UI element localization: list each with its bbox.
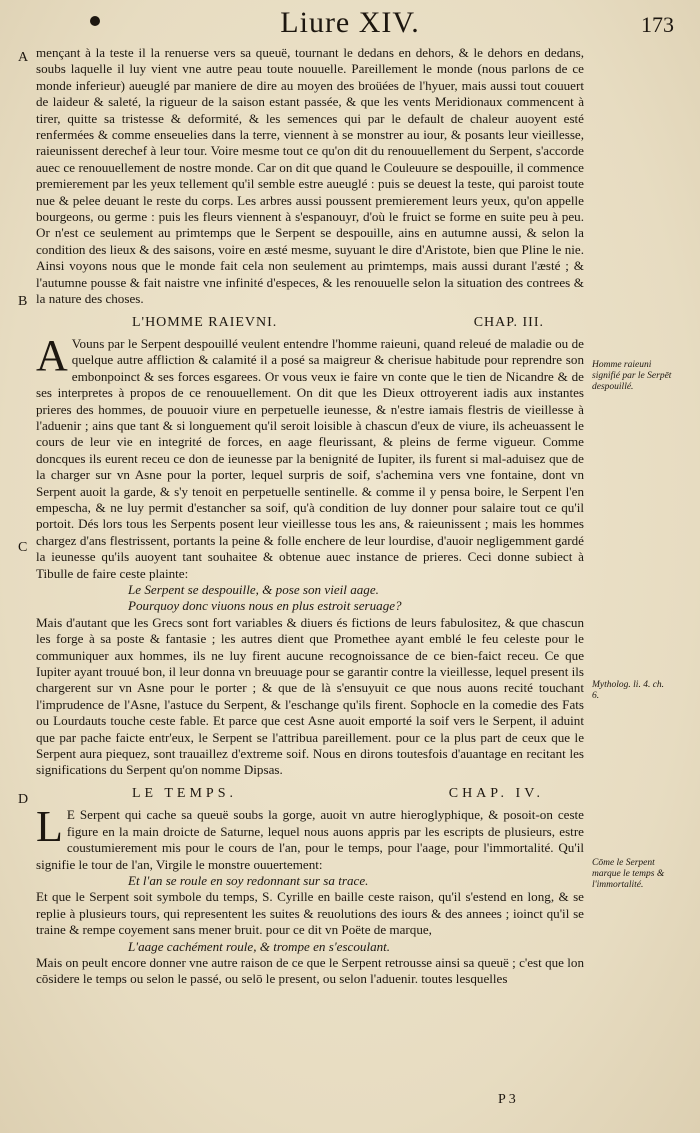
running-title: Liure XIV. xyxy=(280,6,420,39)
page-header xyxy=(0,4,700,44)
signature-mark: P 3 xyxy=(498,1092,516,1107)
side-note-homme-raieuni: Homme raieuni signifié par le Serpēt despouillé. xyxy=(592,360,672,392)
paragraph: Mais on peult encore donner vne autre raison de ce que le Serpent retrousse ainsi sa queuë ; c'est que lon cōsidere le temps ou selon le passé, ou selō le present, ou selon l'aduenir. toutes lesquelles xyxy=(36,954,584,987)
chapter-title: L'HOMME RAIEVNI. xyxy=(132,314,278,330)
page-number: 173 xyxy=(641,12,674,37)
section-letter-d: D xyxy=(18,792,29,807)
side-note-mytholog: Mytholog. li. 4. ch. 6. xyxy=(592,680,665,701)
chapter-number: CHAP. IV. xyxy=(448,785,544,801)
paragraph: mençant à la teste il la renuerse vers sa queuë, tournant le dedans en dehors, & le dehors en dedans, soubs laquelle il luy vient vne autre peau toute nouuelle. Pareillement le monde (nous parlons de ce monde inferieur) aueuglé par maniere de dire au moyen des broüées de l'hyuer, mais aussi tout couuert de laideur & saleté, la rigueur de la saison estant passée, & que les vents Meridionaux commencent à tirer, quitte sa tristesse & deformité, & les semences qui par le default de chaleur auoyent esté renfermées & comme enseuelies dans la terre, viennent à se monstrer au iour, & posants leur vieillesse, raieunissent derechef à leur tour. Voire mesme tout ce qu'on dit du renouuellement du Serpent, s'accorde auec ce renouuellement de nostre monde. Car on dit que quand le Couleuure se despouille, il commence premierement par les yeux tellement qu'il semble estre aueuglé : puis se deuest la teste, qui paroist toute nue & pelee deuant le reste du corps. Les arbres aussi poussent premierement leurs yeux, qu'on appelle bourgeons, ou germe : puis les fleurs viennent à s'espanouyr, d'où le fruict se forme en suite peu à peu. Or n'est ce seulement au primtemps que le Serpent se despouille, ains en autumne aussi, & selon la condition des lieux & des saisons, voire en æsté mesme, suyuant le dire d'Aristote, bien que Pline le nie. Ainsi voyons nous que le monde fait cela non seulement au primtemps, mais aussi durant l'æsté ; & l'autumne pousse & fait naistre vne infinité d'especes, & les renouuelle selon la situation des contrees & la nature des choses. xyxy=(36,45,584,307)
paragraph: Et que le Serpent soit symbole du temps, S. Cyrille en baille ceste raison, qu'il s'estend en long, & se replie à plusieurs tours, qui representent les suites & reuolutions des iours & des annees ; ioinct qu'il se traine & rempe coyement sans mener bruit. pour ce dit vn Poëte de marque, xyxy=(36,889,584,938)
side-note-temps: Cōme le Serpent marque le temps & l'immortalité. xyxy=(592,858,665,890)
section-letter-b: B xyxy=(18,294,28,309)
main-text xyxy=(36,45,584,988)
chapter-title: LE TEMPS. xyxy=(132,785,237,801)
paragraph: AVouns par le Serpent despouillé veulent entendre l'homme raieuni, quand releué de maladie ou de quelque autre affliction & calamité il a posé sa maigreur & cherisue habitude pour reprendre son embonpoinct & ses forces esgarees. Or vous veux ie faire vn conte que le tien de Nicandre & de ses interpretes à propos de ce renouuellement. On dit que les Dieux ottroyerent iadis aux instantes prieres des hommes, de pouuoir viure en perpetuelle ieunesse, & n'estre iamais flestris de vieillesse à l'aduenir ; ains que tant & si longuement qu'il seroit loisible à chascun d'eux de viure, ils acheuassent le cours de leur vie en integrité de forces, en aage fleurissant, & pleins de ferme vigueur. Comme doncques ils eurent receu ce don de ieunesse par la benignité de Iupiter, ils furent si mal-aduisez que de la charger sur vn Asne pour la porter, lequel surpris de soif, s'achemina vers vne fontaine, dont vn Serpent auoit la garde, & s'y tenoit en perpetuelle sentinelle. & comme il y pensa boire, le Serpent l'en empescha, & ne luy permit d'estancher sa soif, qu'à condition de luy donner pour salaire tout ce qu'il portoit. Dés lors tous les Serpents posent leur vieillesse tous les ans, & raieunissent ; mais les hommes chargez d'ans flestrissent, portants la peine & folle enchere de leur lourdise, d'auoir negligemment gardé la ieunesse qu'ils auoyent tant souhaitee & obtenue auec instance de prieres. Ceci donne subiect à Tibulle de faire ceste plainte: xyxy=(36,330,584,581)
verse-line: Le Serpent se despouille, & pose son vieil aage. xyxy=(128,582,379,597)
chapter-number: CHAP. III. xyxy=(473,314,544,330)
chapter-heading-4 xyxy=(36,786,584,802)
paragraph: Mais d'autant que les Grecs sont fort variables & diuers és fictions de leurs fabulositez, & que chascun les forge à sa poste & fantasie ; les autres dient que Promethee ayant emblé le feu celeste pour le communiquer aux hommes, ils ne luy firent aucune recognoissance de ce bien-faict receu. Ce que Iupiter ayant trouué bon, il leur donna vn breuuage pour se garantir contre la vieillesse, lequel present ils chargerent sur vn Asne pour le porter ; & que de là s'ensuyuit ce que nous auons recité touchant l'imprudence de l'Asne, l'astuce du Serpent, & l'eschange qu'ils firent. Sophocle en la comedie des Fats ou Lourdauts touche ceste fable. Et parce que cest Asne auoit emporté la soif vers le Serpent, il aduint que par pache faicte entr'eux, le Serpent se l'attribua pareillement. pour ce la plus part de ceux que le Serpent aura piequez, sont trauaillez d'extreme soif. Nous en dirons toutesfois d'auantage en recitant les significations du Serpent qu'on nomme Dipsas. xyxy=(36,614,584,778)
chapter-heading-3 xyxy=(36,315,584,331)
paragraph: LE Serpent qui cache sa queuë soubs la gorge, auoit vn autre hieroglyphique, & posoit-on ceste figure en la main droicte de Saturne, lequel nous auons appris par les escripts de plusieurs, estre coustumierement mis pour le cours de l'an, pour le temps, pour l'aage, pour l'immortalité. Qu'il signifie le tour de l'an, Virgile le monstre ouuertement: xyxy=(36,802,584,872)
verse-line: Et l'an se roule en soy redonnant sur sa trace. xyxy=(128,872,369,888)
section-letter-a: A xyxy=(18,50,29,65)
section-letter-c: C xyxy=(18,540,28,555)
verse-line: Pourquoy donc viuons nous en plus estroit seruage? xyxy=(128,598,402,614)
verse-line: L'aage cachément roule, & trompe en s'escoulant. xyxy=(128,938,391,954)
